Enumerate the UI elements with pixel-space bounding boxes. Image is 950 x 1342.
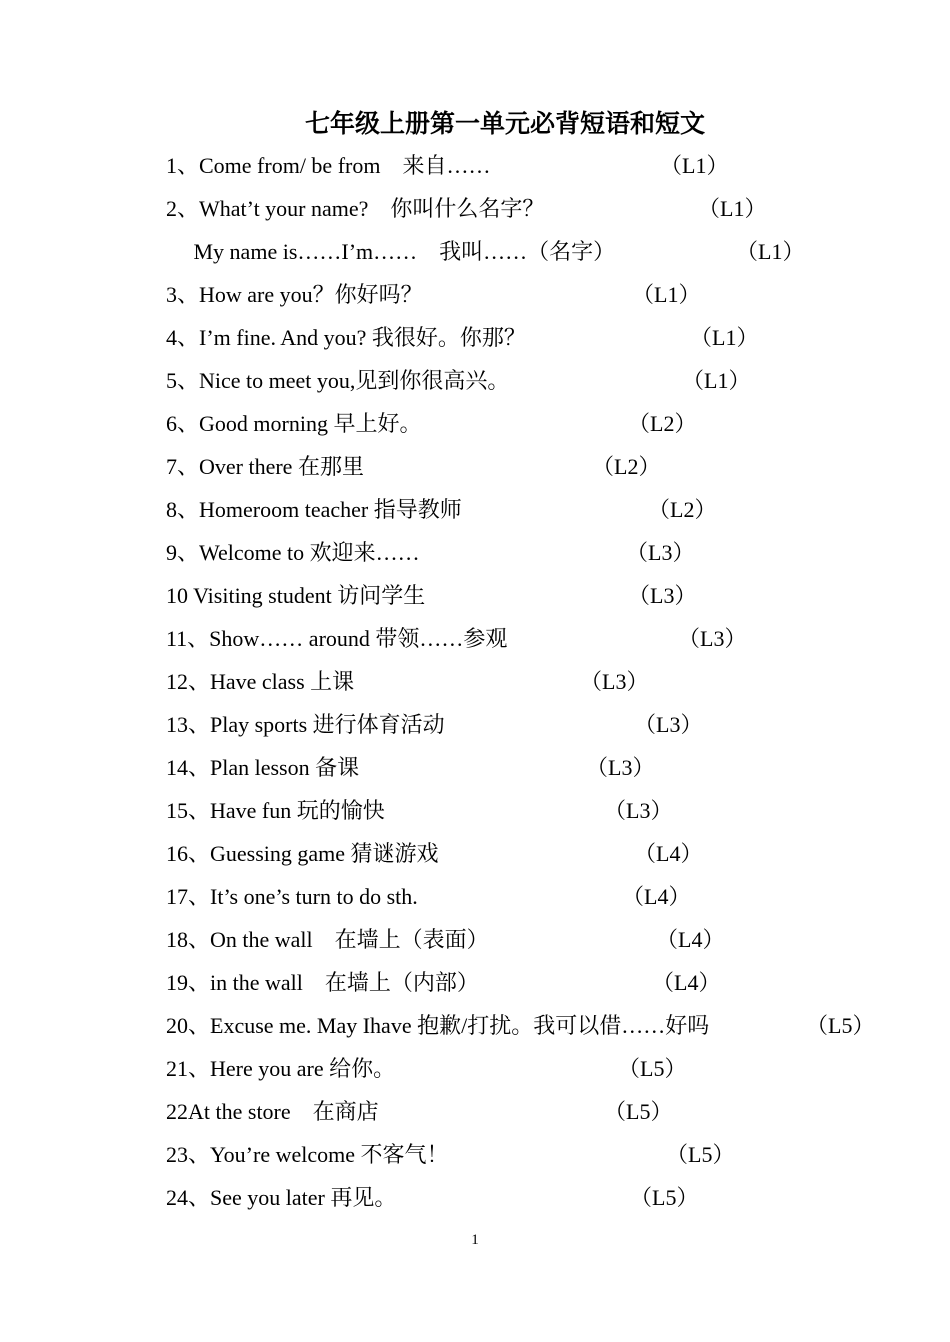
lesson-ref: （L1） (698, 196, 767, 221)
lesson-ref: （L2） (648, 497, 717, 522)
lesson-ref: （L3） (628, 583, 697, 608)
lesson-ref: （L5） (618, 1056, 687, 1081)
lesson-ref: （L4） (634, 841, 703, 866)
lesson-ref: （L4） (656, 927, 725, 952)
phrase-text: 22At the store 在商店 (166, 1099, 379, 1124)
phrase-text: 10 Visiting student 访问学生 (166, 583, 426, 608)
phrase-text: 7、Over there 在那里 (166, 454, 364, 479)
phrase-text: 1、Come from/ be from 来自…… (166, 153, 491, 178)
lesson-ref: （L5） (666, 1142, 735, 1167)
phrase-text: 21、Here you are 给你。 (166, 1056, 396, 1081)
lesson-ref: （L5） (630, 1185, 699, 1210)
phrase-text: 11、Show…… around 带领……参观 (166, 626, 508, 651)
phrase-text: 16、Guessing game 猜谜游戏 (166, 841, 439, 866)
lesson-ref: （L3） (586, 755, 655, 780)
lesson-ref: （L1） (660, 153, 729, 178)
phrase-text: 12、Have class 上课 (166, 669, 355, 694)
lesson-ref: （L3） (626, 540, 695, 565)
phrase-text: 17、It’s one’s turn to do sth. (166, 884, 418, 909)
phrase-text: My name is……I’m…… 我叫……（名字） (166, 239, 616, 264)
lesson-ref: （L1） (736, 239, 805, 264)
lesson-ref: （L4） (652, 970, 721, 995)
page-number: 1 (471, 1232, 479, 1248)
lesson-ref: （L3） (604, 798, 673, 823)
phrase-text: 13、Play sports 进行体育活动 (166, 712, 445, 737)
lesson-ref: （L4） (622, 884, 691, 909)
lesson-ref: （L1） (682, 368, 751, 393)
phrase-text: 5、Nice to meet you,见到你很高兴。 (166, 368, 510, 393)
lesson-ref: （L3） (634, 712, 703, 737)
lesson-ref: （L5） (604, 1099, 673, 1124)
lesson-ref: （L2） (628, 411, 697, 436)
phrase-text: 4、I’m fine. And you? 我很好。你那？ (166, 325, 526, 350)
phrase-text: 20、Excuse me. May Ihave 抱歉/打扰。我可以借……好吗 (166, 1013, 710, 1038)
phrase-text: 9、Welcome to 欢迎来…… (166, 540, 420, 565)
phrase-text: 19、in the wall 在墙上（内部） (166, 970, 479, 995)
lesson-ref: （L1） (690, 325, 759, 350)
phrase-text: 24、See you later 再见。 (166, 1185, 397, 1210)
phrase-text: 2、What’t your name? 你叫什么名字？ (166, 196, 545, 221)
lesson-ref: （L5） (806, 1013, 875, 1038)
phrase-text: 18、On the wall 在墙上（表面） (166, 927, 489, 952)
lesson-ref: （L3） (678, 626, 747, 651)
lesson-ref: （L3） (580, 669, 649, 694)
phrase-text: 14、Plan lesson 备课 (166, 755, 360, 780)
phrase-text: 23、You’re welcome 不客气！ (166, 1142, 449, 1167)
phrase-text: 8、Homeroom teacher 指导教师 (166, 497, 462, 522)
phrase-text: 3、How are you？你好吗？ (166, 282, 423, 307)
lesson-ref: （L2） (592, 454, 661, 479)
phrase-text: 6、Good morning 早上好。 (166, 411, 422, 436)
phrase-text: 15、Have fun 玩的愉快 (166, 798, 385, 823)
lesson-ref: （L1） (632, 282, 701, 307)
page-title: 七年级上册第一单元必背短语和短文 (305, 111, 706, 138)
